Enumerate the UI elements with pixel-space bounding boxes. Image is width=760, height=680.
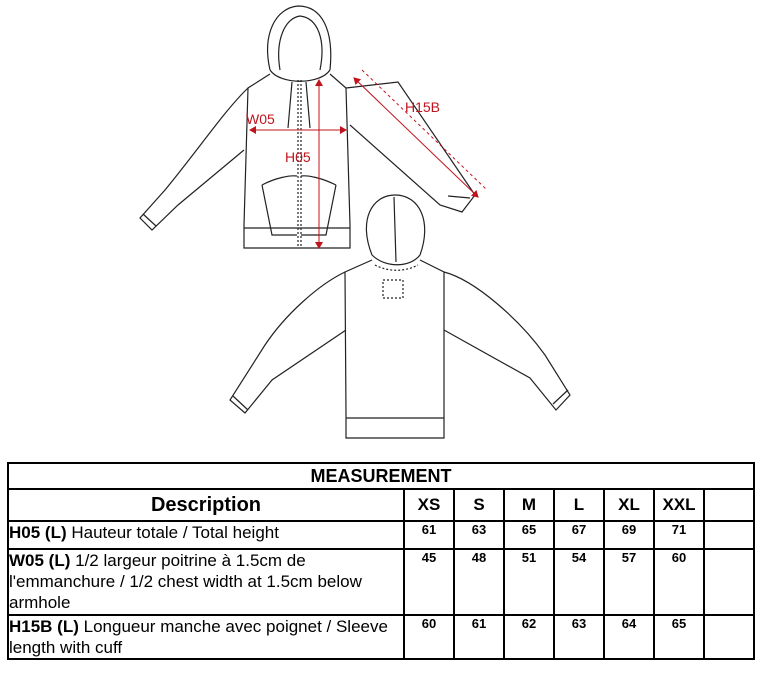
- row-text: Longueur manche avec poignet / Sleeve length with cuff: [9, 617, 388, 657]
- row-description: [8, 615, 404, 659]
- row-description: [8, 521, 404, 549]
- table-cell: 71: [654, 521, 704, 549]
- size-header: L: [554, 489, 604, 521]
- size-header: XL: [604, 489, 654, 521]
- h15b-label: H15B: [405, 99, 441, 115]
- row-code: H15B (L): [9, 617, 79, 636]
- measurement-table: [7, 462, 755, 660]
- size-header: [704, 489, 754, 521]
- table-cell: 64: [604, 615, 654, 659]
- table-row: [8, 549, 754, 615]
- row-text: Hauteur totale / Total height: [66, 523, 279, 542]
- table-cell: 65: [654, 615, 704, 659]
- table-cell: 54: [554, 549, 604, 615]
- header-row: [8, 489, 754, 521]
- table-cell: 67: [554, 521, 604, 549]
- size-header: XXL: [654, 489, 704, 521]
- table-cell: 62: [504, 615, 554, 659]
- h05-label: H05: [285, 149, 311, 165]
- table-cell: [704, 549, 754, 615]
- table-cell: 63: [554, 615, 604, 659]
- table-cell: [704, 521, 754, 549]
- row-code: W05 (L): [9, 551, 71, 570]
- table-title: MEASUREMENT: [8, 463, 754, 489]
- table-cell: 60: [404, 615, 454, 659]
- row-code: H05 (L): [9, 523, 67, 542]
- table-cell: 65: [504, 521, 554, 549]
- size-header: XS: [404, 489, 454, 521]
- table-cell: [704, 615, 754, 659]
- table-cell: 61: [404, 521, 454, 549]
- front-view: [140, 6, 475, 248]
- table-cell: 69: [604, 521, 654, 549]
- table-cell: 63: [454, 521, 504, 549]
- table-row: [8, 615, 754, 659]
- row-description: [8, 549, 404, 615]
- table-cell: 60: [654, 549, 704, 615]
- description-header: Description: [8, 489, 404, 521]
- size-header: S: [454, 489, 504, 521]
- table-cell: 51: [504, 549, 554, 615]
- size-header: M: [504, 489, 554, 521]
- row-text: 1/2 largeur poitrine à 1.5cm de l'emmanchure / 1/2 chest width at 1.5cm below armhole: [9, 551, 362, 612]
- back-view: [230, 195, 570, 438]
- w05-label: W05: [246, 111, 275, 127]
- table-cell: 48: [454, 549, 504, 615]
- table-cell: 57: [604, 549, 654, 615]
- table-cell: 45: [404, 549, 454, 615]
- table-cell: 61: [454, 615, 504, 659]
- table-row: [8, 521, 754, 549]
